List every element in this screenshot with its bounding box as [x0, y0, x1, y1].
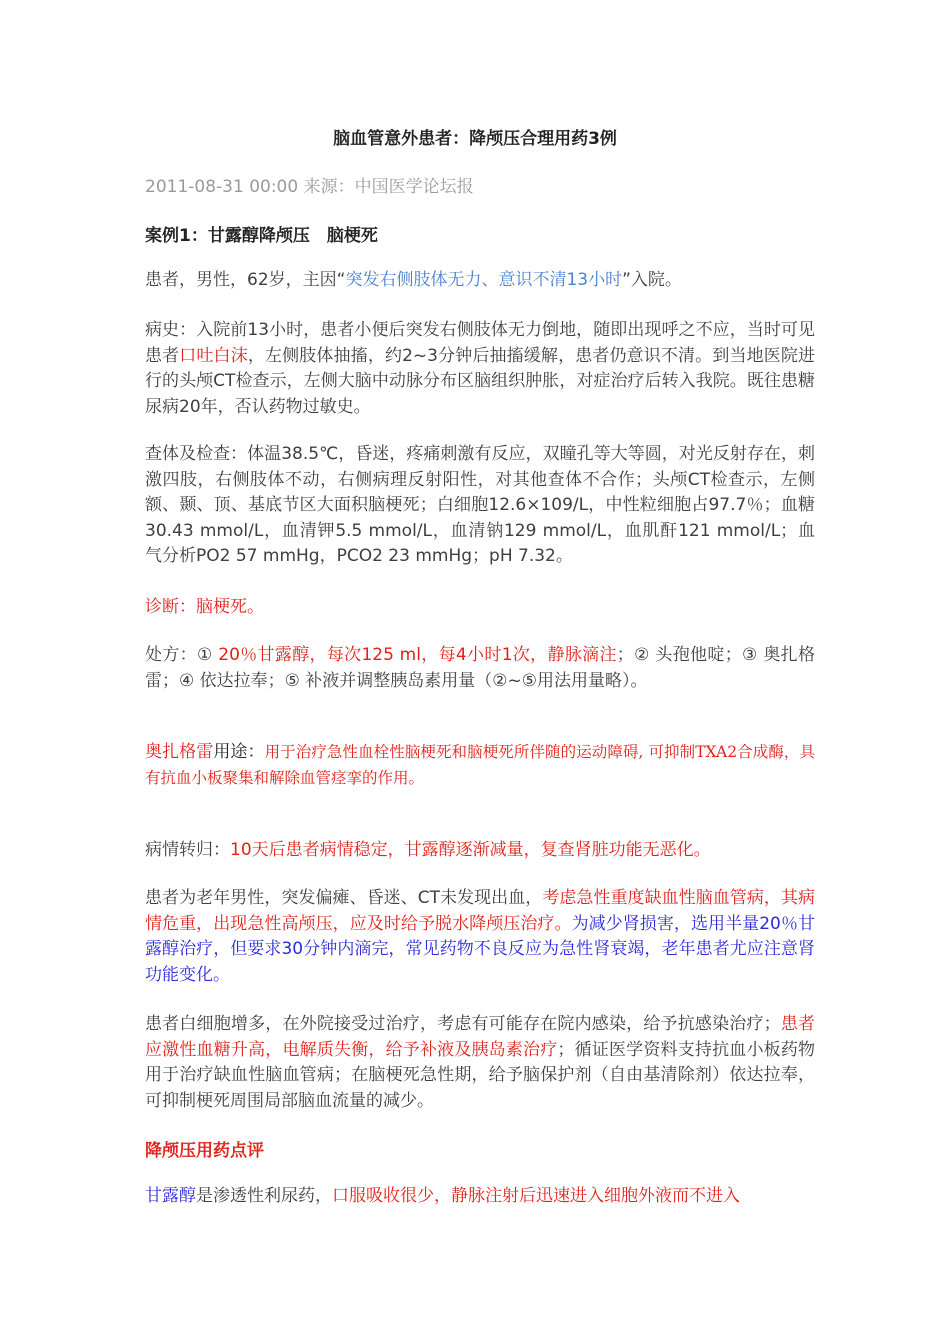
article-title: 脑血管意外患者：降颅压合理用药3例 — [333, 129, 617, 149]
review-paragraph — [145, 1184, 815, 1210]
intro-text: 患者，男性，62岁，主因“ — [145, 270, 346, 290]
analysis-paragraph-2 — [145, 1012, 815, 1114]
article-meta — [145, 172, 474, 197]
prescription-text: 处方：① — [145, 645, 219, 665]
analysis2-text: 患者白细胞增多，在外院接受过治疗，考虑有可能存在院内感染，给予抗感染治疗； — [145, 1014, 781, 1034]
outcome-highlight: 10天后患者病情稳定，甘露醇逐渐减量，复查肾脏功能无恶化。 — [230, 840, 711, 860]
analysis1-blue: 为减少肾损害，选用半量20％甘露醇治疗，但要求30分钟内滴完，常见药物不良反应为急性肾衰竭，老年患者尤应注意肾功能变化。 — [145, 913, 816, 985]
publish-date: 2011-08-31 00:00 — [145, 177, 299, 197]
diagnosis-paragraph: 诊断：脑梗死。 — [145, 597, 264, 617]
analysis1-text: 患者为老年男性，突发偏瘫、昏迷、CT未发现出血， — [145, 888, 543, 908]
history-paragraph — [145, 318, 815, 420]
review-drug-name: 甘露醇 — [145, 1186, 196, 1206]
analysis2-red: 患者应激性血糖升高，电解质失衡，给予补液及胰岛素治疗 — [145, 1014, 816, 1060]
drug-note-paragraph — [145, 740, 815, 791]
review-text: 是渗透性利尿药， — [196, 1186, 332, 1206]
article-source: 来源：中国医学论坛报 — [303, 177, 474, 197]
history-text-end: ，左侧肢体抽搐，约2~3分钟后抽搐缓解，患者仍意识不清。到当地医院进行的头颅CT检查示，左侧大脑中动脉分布区脑组织肿胀，对症治疗后转入我院。既往患糖尿病20年，否认药物过敏史。 — [145, 345, 816, 417]
chief-complaint: 突发右侧肢体无力、意识不清13小时 — [345, 270, 623, 290]
analysis-paragraph-1 — [145, 886, 815, 988]
outcome-label: 病情转归： — [145, 840, 230, 860]
outcome-paragraph — [145, 838, 815, 864]
prescription-paragraph — [145, 643, 815, 694]
drug-note-label: 用途： — [213, 742, 265, 762]
intro-text-end: ”入院。 — [622, 270, 682, 290]
prescription-text-end: ；② 头孢他啶；③ 奥扎格雷；④ 依达拉奉；⑤ 补液并调整胰岛素用量（②~⑤用法用量略）。 — [145, 645, 815, 691]
prescription-highlight: 20％甘露醇，每次125 ml，每4小时1次，静脉滴注 — [218, 645, 617, 665]
intro-paragraph — [145, 268, 815, 294]
analysis1-red: 考虑急性重度缺血性脑血管病，其病情危重，出现急性高颅压，应及时给予脱水降颅压治疗。 — [145, 888, 815, 934]
history-highlight: 口吐白沫 — [179, 345, 248, 366]
case-heading: 案例1：甘露醇降颅压 脑梗死 — [145, 226, 378, 246]
review-heading: 降颅压用药点评 — [145, 1141, 264, 1161]
analysis2-text-end: ；循证医学资料支持抗血小板药物用于治疗缺血性脑血管病；在脑梗死急性期，给予脑保护剂（自由基清除剂）依达拉奉，可抑制梗死周围局部脑血流量的减少。 — [145, 1039, 816, 1111]
exam-paragraph: 查体及检查：体温38.5℃，昏迷，疼痛刺激有反应，双瞳孔等大等圆，对光反射存在，刺激四肢，右侧肢体不动，右侧病理反射阳性，对其他查体不合作；头颅CT检查示，左侧额、颞、顶、基底节区大面积脑梗死；白细胞12.6×109/L，中性粒细胞占97.7％；血糖30.43 mmol/L，血清钾5.5 mmol/L，血清钠129 mmol/L，血肌酐121 mmol/L；血气分析PO2 57 mmHg，PCO2 23 mmHg；pH 7.32。 — [145, 444, 815, 566]
review-highlight: 口服吸收很少，静脉注射后迅速进入细胞外液而不进入 — [332, 1186, 740, 1206]
drug-name: 奥扎格雷 — [145, 742, 214, 762]
drug-note-text: 用于治疗急性血栓性脑梗死和脑梗死所伴随的运动障碍, 可抑制TXA2合成酶，具有抗血小板聚集和解除血管痉挛的作用。 — [145, 743, 816, 787]
history-text: 病史：入院前13小时，患者小便后突发右侧肢体无力倒地，随即出现呼之不应，当时可见患者 — [145, 320, 815, 366]
